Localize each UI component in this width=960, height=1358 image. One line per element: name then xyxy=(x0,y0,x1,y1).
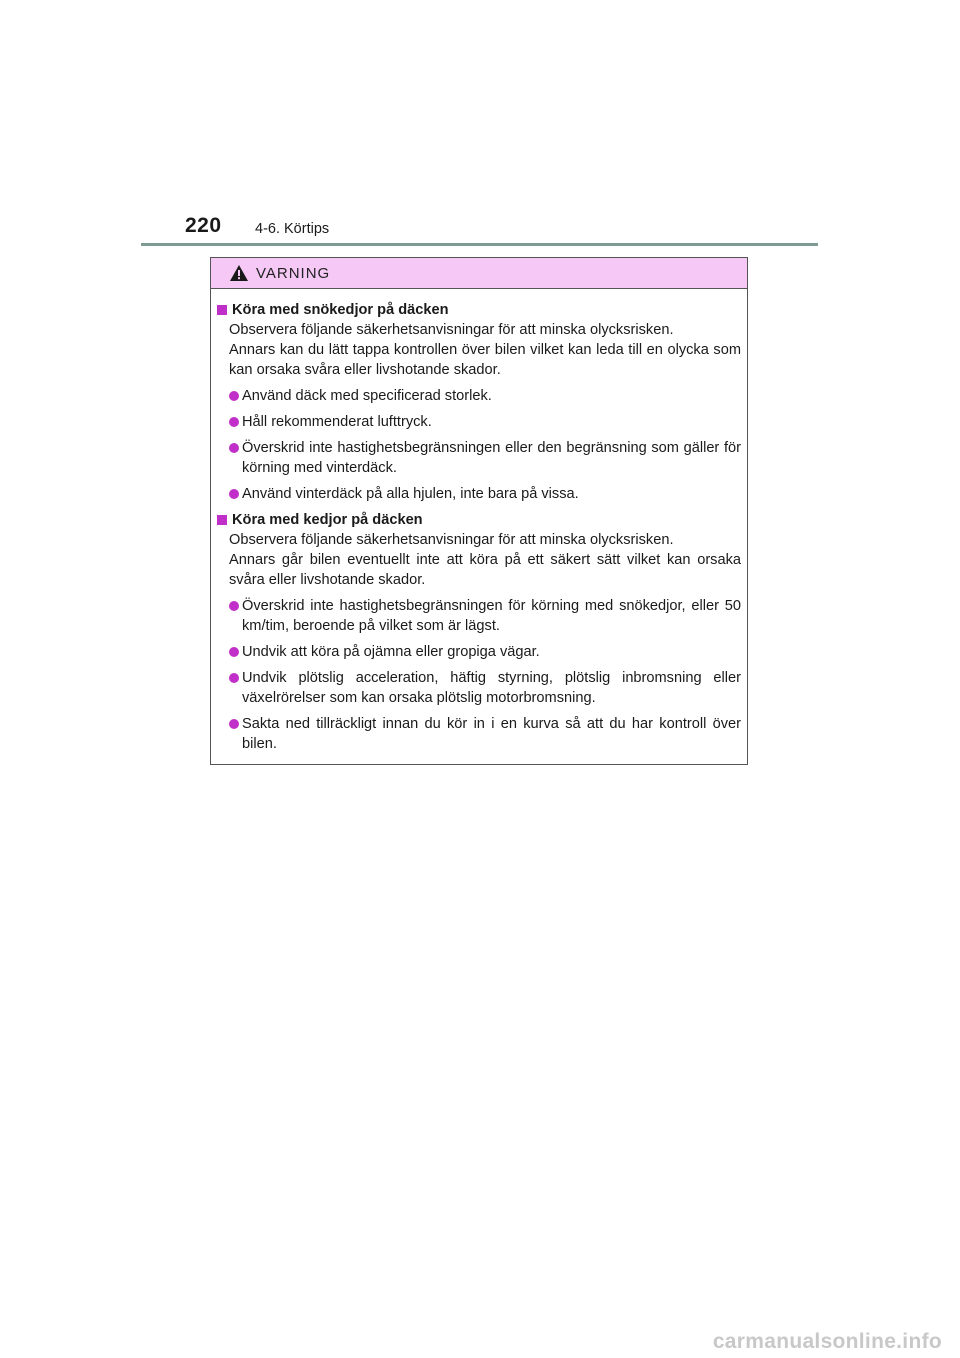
section-title-text: Köra med kedjor på däcken xyxy=(232,512,423,528)
section-heading xyxy=(217,510,741,530)
round-bullet-icon xyxy=(229,443,239,453)
watermark: carmanualsonline.info xyxy=(712,1330,942,1353)
round-bullet-icon xyxy=(229,673,239,683)
round-bullet-icon xyxy=(229,417,239,427)
round-bullet-icon xyxy=(229,647,239,657)
warning-section-chains xyxy=(217,510,741,754)
list-item xyxy=(217,386,741,406)
section-title: 4-6. Körtips xyxy=(255,221,330,237)
list-item xyxy=(217,668,741,708)
list-item-text: Sakta ned tillräckligt innan du kör in i en kurva så att du har kontroll över bilen. xyxy=(242,716,741,752)
paragraph: Annars går bilen eventuellt inte att köra på ett säkert sätt vilket kan orsaka svåra eller livshotande skador. xyxy=(229,552,741,588)
list-item-text: Överskrid inte hastighetsbegränsningen för körning med snökedjor, eller 50 km/tim, beroende på vilket som är lägst. xyxy=(242,598,741,634)
round-bullet-icon xyxy=(229,719,239,729)
list-item xyxy=(217,484,741,504)
section-title-text: Köra med snökedjor på däcken xyxy=(232,302,449,318)
section-heading xyxy=(217,300,741,320)
paragraph: Observera följande säkerhetsanvisningar för att minska olycksrisken. xyxy=(229,322,674,338)
round-bullet-icon xyxy=(229,601,239,611)
warning-section-snow-chains xyxy=(217,300,741,504)
paragraph: Annars kan du lätt tappa kontrollen över bilen vilket kan leda till en olycka som kan orsaka svåra eller livshotande skador. xyxy=(229,342,741,378)
list-item-text: Undvik att köra på ojämna eller gropiga vägar. xyxy=(242,644,540,660)
list-item-text: Använd däck med specificerad storlek. xyxy=(242,388,492,404)
warning-box xyxy=(210,257,748,765)
warning-label: VARNING xyxy=(256,264,331,282)
list-item-text: Håll rekommenderat lufttryck. xyxy=(242,414,432,430)
round-bullet-icon xyxy=(229,489,239,499)
warning-content xyxy=(211,289,747,754)
list-item xyxy=(217,596,741,636)
list-item-text: Undvik plötslig acceleration, häftig styrning, plötslig inbromsning eller växelrörelser som kan orsaka plötslig motorbromsning. xyxy=(242,670,741,706)
list-item xyxy=(217,438,741,478)
square-bullet-icon xyxy=(217,515,227,525)
list-item xyxy=(217,714,741,754)
page-header xyxy=(0,0,960,250)
list-item-text: Överskrid inte hastighetsbegränsningen eller den begränsning som gäller för körning med vinterdäck. xyxy=(242,440,741,476)
warning-header xyxy=(211,258,747,289)
list-item xyxy=(217,642,741,662)
page-number: 220 xyxy=(185,214,222,237)
square-bullet-icon xyxy=(217,305,227,315)
round-bullet-icon xyxy=(229,391,239,401)
list-item xyxy=(217,412,741,432)
header-divider xyxy=(141,243,818,246)
warning-triangle-icon xyxy=(229,264,249,282)
paragraph: Observera följande säkerhetsanvisningar för att minska olycksrisken. xyxy=(229,532,674,548)
list-item-text: Använd vinterdäck på alla hjulen, inte bara på vissa. xyxy=(242,486,579,502)
